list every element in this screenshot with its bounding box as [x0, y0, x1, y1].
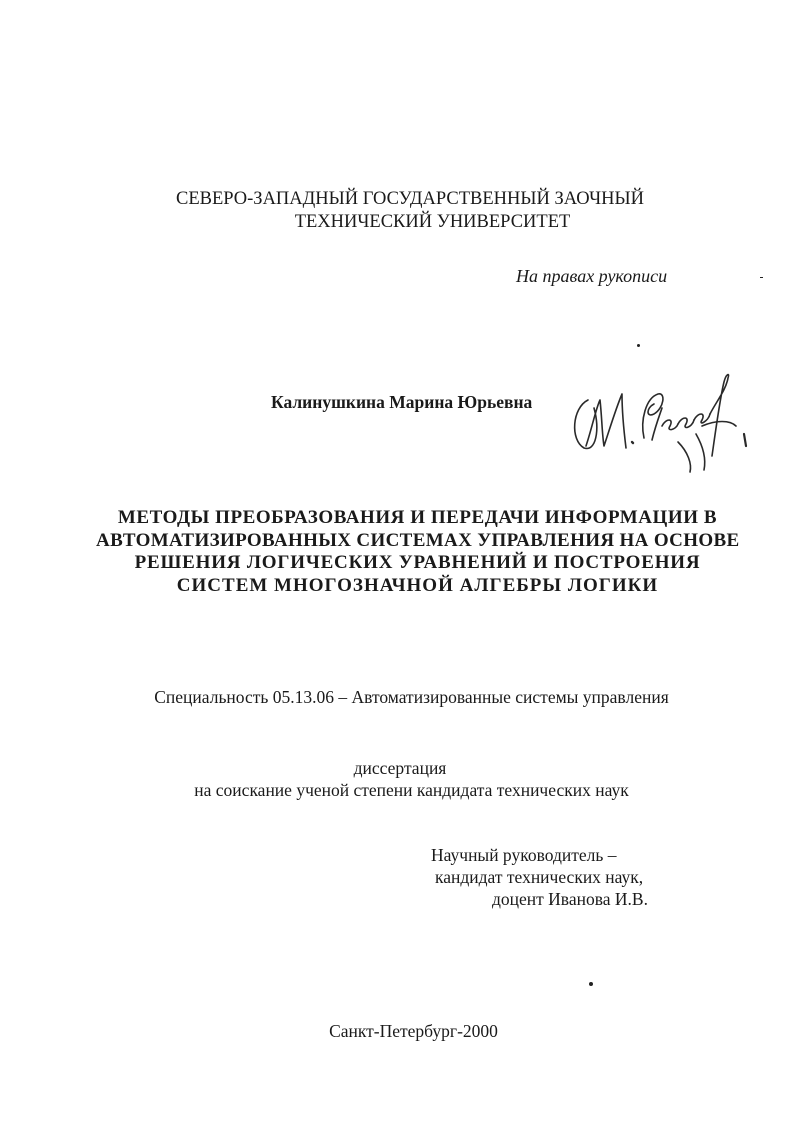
signature-icon [566, 368, 766, 478]
university-name-line-1: СЕВЕРО-ЗАПАДНЫЙ ГОСУДАРСТВЕННЫЙ ЗАОЧНЫЙ [175, 189, 644, 209]
title-line-1: МЕТОДЫ ПРЕОБРАЗОВАНИЯ И ПЕРЕДАЧИ ИНФОРМАЦИИ В [117, 507, 718, 528]
manuscript-rights-note: На правах рукописи [516, 266, 668, 286]
title-line-2: АВТОМАТИЗИРОВАННЫХ СИСТЕМАХ УПРАВЛЕНИЯ НА ОСНОВЕ [96, 529, 740, 551]
specialty-line: Специальность 05.13.06 – Автоматизированные системы управления [154, 687, 669, 707]
dissertation-label: диссертация [353, 758, 447, 778]
scan-speck [637, 344, 640, 347]
scan-speck [589, 982, 593, 986]
university-name-line-2: ТЕХНИЧЕСКИЙ УНИВЕРСИТЕТ [294, 212, 571, 232]
supervisor-name: доцент Иванова И.В. [492, 889, 648, 909]
supervisor-degree: кандидат технических наук, [435, 867, 644, 887]
degree-line: на соискание ученой степени кандидата технических наук [194, 780, 629, 800]
supervisor-heading: Научный руководитель – [431, 845, 617, 865]
title-line-4: СИСТЕМ МНОГОЗНАЧНОЙ АЛГЕБРЫ ЛОГИКИ [176, 574, 659, 596]
scan-speck [760, 277, 763, 278]
author-name: Калинушкина Марина Юрьевна [271, 392, 533, 412]
title-line-3: РЕШЕНИЯ ЛОГИЧЕСКИХ УРАВНЕНИЙ И ПОСТРОЕНИЯ [134, 552, 701, 573]
city-year: Санкт-Петербург-2000 [329, 1021, 498, 1041]
dissertation-title [96, 507, 739, 597]
